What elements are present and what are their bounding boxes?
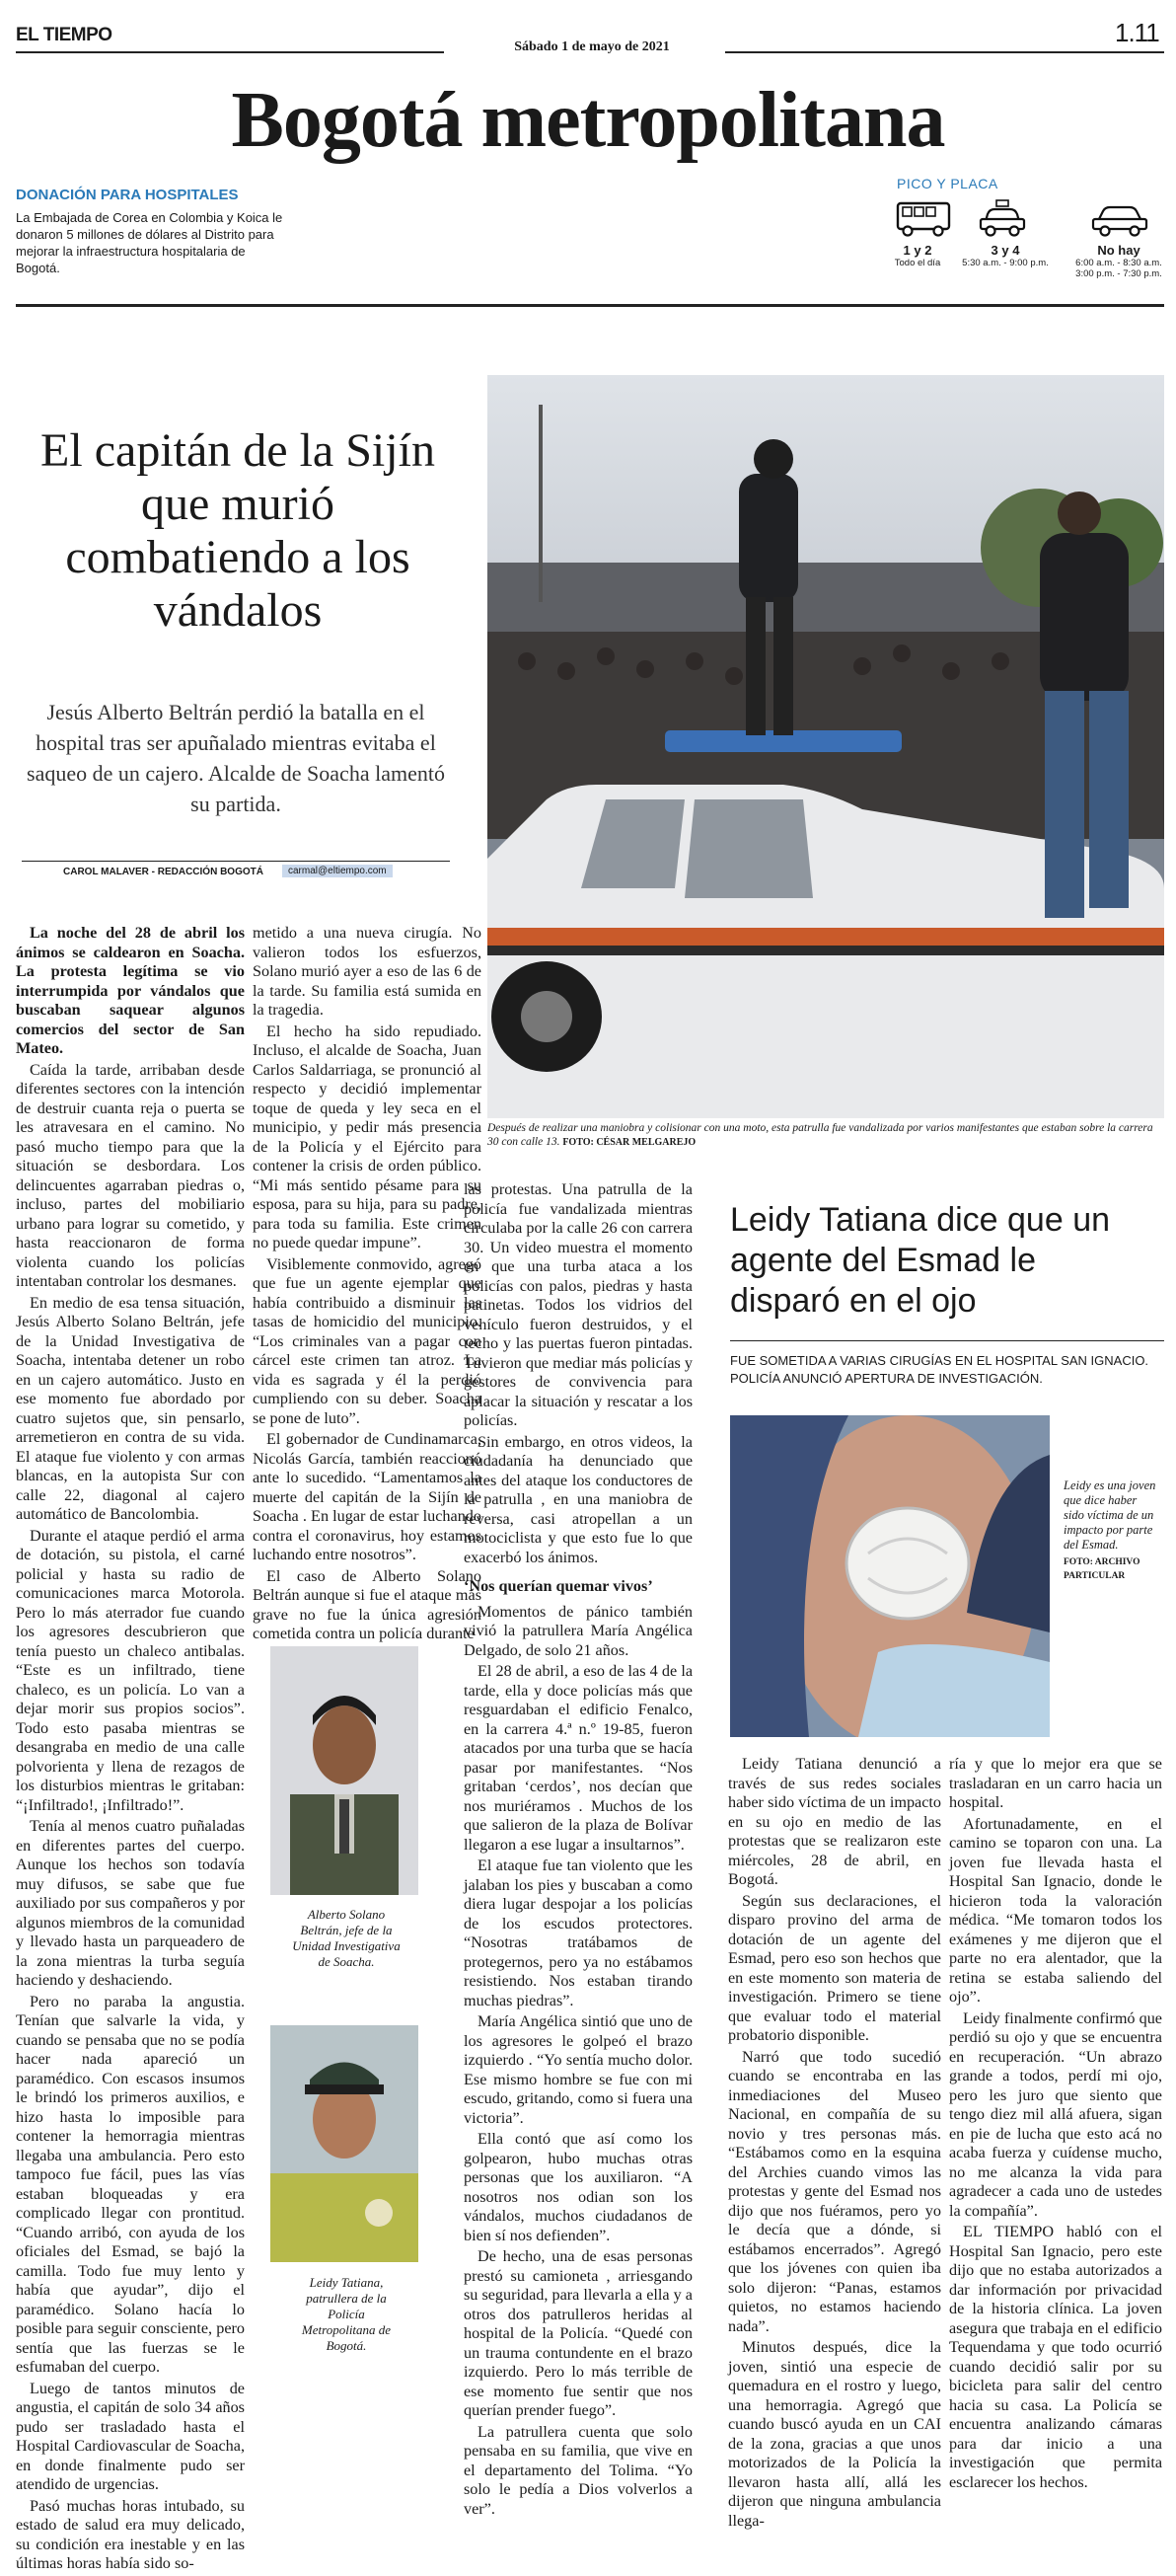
paragraph: Leidy Tatiana denunció a través de sus redes sociales haber sido víctima de un impacto en su ojo en medio de las protestas que se realizaron este miércoles, 28 de abril, en Bogotá.	[728, 1755, 941, 1888]
pico-placa-item-2	[953, 243, 1058, 268]
paragraph: Narró que todo sucedió cuando se encontraba en las inmediaciones del Museo Nacional, en compañía de su novio y tres personas más. “Estábamos como en la esquina del Archies cuando vimos las protestas y gente del Esmad nos dijo que nos fuéramos, pero yo le decía que a dónde, si estábamos encerrados”. Agregó que los jóvenes con quien iba solo dijeron: “Panas, estamos quietos, no estamos haciendo nada”.	[728, 2047, 941, 2335]
sidebar-deck: FUE SOMETIDA A VARIAS CIRUGÍAS EN EL HOSPITAL SAN IGNACIO. POLICÍA ANUNCIÓ APERTURA DE INVESTIGACIÓN.	[730, 1353, 1149, 1386]
article-column-2	[253, 924, 481, 1646]
sidebar-column-2	[949, 1755, 1162, 2494]
main-photo-credit: FOTO: CÉSAR MELGAREJO	[562, 1137, 697, 1148]
pico-placa-item-1	[888, 243, 947, 268]
main-photo-svg	[487, 375, 1164, 1118]
section-title: Bogotá metropolitana	[231, 77, 945, 164]
paragraph: Afortunadamente, en el camino se toparon con una. La joven fue llevada hasta el Hospital San Ignacio, donde le hicieron toda la valoración médica. “Me tomaron todos los exámenes y me dijeron que el parte no era alentador, que la retina se estaba saliendo del ojo”.	[949, 1814, 1162, 2006]
paragraph: Leidy finalmente confirmó que perdió su ojo y que se encuentra en recuperación. “Un abrazo grande a todos, perdí mi ojo, pero les juro que siento que tengo diez mil allá afuera, sigan en pie de lucha que esto acá no acaba fuerza y cuídense mucho, no me alcanza la vida para agradecer a cada uno de ustedes la compañía”.	[949, 2008, 1162, 2220]
main-photo	[487, 375, 1164, 1118]
paragraph: Pasó muchas horas intubado, su estado de salud era muy delicado, su condición era inestable y en las últimas horas había sido so-	[16, 2496, 245, 2572]
paragraph: Luego de tantos minutos de angustia, el capitán de solo 34 años pudo ser trasladado hasta el Hospital Cardiovascular de Soacha, en donde finalmente pudo ser atendido de urgencias.	[16, 2379, 245, 2493]
sidebar-photo-caption-text: Leidy es una joven que dice haber sido víctima de un impacto por parte del Esmad.	[1064, 1478, 1156, 1552]
paragraph: En medio de esa tensa situación, Jesús Alberto Solano Beltrán, jefe de la Unidad Investigativa de Soacha, intentaba detener un robo en un cajero automático. Justo en ese momento fue abordado por cuatro sujetos que, sin pensarlo, arremetieron en contra de su vida. El ataque fue violento y con armas blancas, en la autopista Sur con calle 22, diagonal al cajero automático de Bancolombia.	[16, 1293, 245, 1523]
sidebar-headline: Leidy Tatiana dice que un agente del Esmad le disparó en el ojo	[730, 1201, 1111, 1320]
article-column-1	[16, 924, 245, 2576]
pico-placa-label: PICO Y PLACA	[897, 176, 998, 191]
paragraph: Momentos de pánico también vivió la patrullera María Angélica Delgado, de solo 21 años.	[464, 1602, 693, 1659]
header-rule-left	[16, 51, 444, 53]
paragraph: Minutos después, dice la joven, sintió una especie de quemadura en el rostro y luego, una hemorragia. Agregó que cuando buscó ayuda en un CAI de la zona, gracias a que unos motorizados de la Policía la llevaron hasta allí, allá les dijeron que ninguna ambulancia llega-	[728, 2338, 941, 2530]
paragraph: El 28 de abril, a eso de las 4 de la tarde, ella y doce policías más que resguardaban el edificio Fenalco, en la carrera 4.ª n.º 19-85, fueron atacados por una turba que se hacía pasar por manifestantes. “Nos gritaban ‘cerdos’, nos decían que nos muriéramos . Muchos de los que salieron de la plaza de Bolívar llegaron a ese lugar a insultarnos”.	[464, 1662, 693, 1854]
main-photo-caption	[487, 1121, 1164, 1150]
page-number: 1.11	[1115, 18, 1159, 47]
paragraph: De hecho, una de esas personas prestó su camioneta , arriesgando su seguridad, para llevarla a ella y a otros dos patrulleros heridas al hospital de la Policía. “Quedé con un trauma contundente en el brazo izquierdo. Pero lo más terrible de ese momento fue sentir que nos querían prender fuego”.	[464, 2247, 693, 2419]
byline: CAROL MALAVER - REDACCIÓN BOGOTÁ	[63, 867, 263, 877]
car-icon	[1093, 207, 1146, 236]
sidebar-column-1	[728, 1755, 941, 2533]
portrait-alberto-svg	[270, 1646, 418, 1895]
pico-placa-time: Todo el día	[894, 258, 941, 268]
pico-placa-plates: No hay	[1097, 243, 1140, 258]
portrait-leidy-tatiana	[270, 2025, 418, 2262]
paragraph: Durante el ataque perdió el arma de dotación, su pistola, el carné policial y hasta su radio de comunicaciones marca Motorola. Pero lo más aterrador fue cuando los agresores descubrieron que tenía puesto un chaleco antibalas. “Este es un infiltrado, tiene chaleco, es un policía. Lo van a dejar morir sus propios socios”. Todo esto pasaba mientras se desangraba en medio de una calle polvorienta y llena de rezagos de los disturbios mientras le gritaban: “¡Infiltrado!, ¡Infiltrado!”.	[16, 1526, 245, 1814]
paragraph: El ataque fue tan violento que les jalaban los pies y buscaban a como diera lugar despojar a los policías de los escudos protectores. “Nosotras tratábamos de protegernos, pero ya no estábamos resistiendo. Nos estaban tirando muchas piedras”.	[464, 1856, 693, 2009]
paragraph: La noche del 28 de abril los ánimos se caldearon en Soacha. La protesta legítima se vio interrumpida por vándalos que buscaban saquear algunos comercios del sector de San Mateo.	[16, 924, 245, 1057]
taxi-icon	[981, 200, 1024, 236]
article-column-3	[464, 1180, 693, 2521]
paragraph: El caso de Alberto Solano Beltrán aunque si fue el ataque más grave no fue la única agresión cometida contra un policía durante	[253, 1566, 481, 1642]
paragraph: Sin embargo, en otros videos, la ciudadanía ha denunciado que antes del ataque los conductores de la patrulla , en una maniobra de reversa, casi atropellan a un motociclista y que esto fue lo que exacerbó los ánimos.	[464, 1432, 693, 1566]
portrait-leidy-svg	[270, 2025, 418, 2262]
header-rule-right	[725, 51, 1164, 53]
paragraph: La patrullera cuenta que solo pensaba en su familia, que vive en el departamento del Tolima. “Yo solo le pedía a Dios volverlos a ver”.	[464, 2422, 693, 2518]
paragraph: Caída la tarde, arribaban desde diferentes sectores con la intención de destruir cuanta reja o puerta se les atravesara en el camino. No pasó mucho tiempo para que la situación se desbordara. Los delincuentes agarraban piedras o, incluso, partes del mobiliario urbano para lograr su cometido, y hasta reaccionaron de forma violenta cuando los policías intentaban controlar los desmanes.	[16, 1060, 245, 1290]
pico-placa-icons	[893, 197, 1169, 243]
pico-placa-plates: 1 y 2	[903, 243, 932, 258]
sidebar-photo	[730, 1415, 1050, 1737]
sidebar-photo-caption	[1064, 1478, 1158, 1583]
paragraph: El hecho ha sido repudiado. Incluso, el alcalde de Soacha, Juan Carlos Saldarriaga, se pronunció al respecto y decidió implementar toque de queda y ley seca en el municipio, y pedir más presencia de la Policía y el Ejército para contener la crisis de orden público. “Mi más sentido pésame para su esposa, para su hija, para su padre, para toda su familia. Este crimen no puede quedar impune”.	[253, 1022, 481, 1251]
paragraph: Tenía al menos cuatro puñaladas en diferentes partes del cuerpo. Aunque los hechos son todavía muy difusos, se sabe que fue auxiliado por sus compañeros y por algunos miembros de la comunidad y llevado hasta un parqueadero de la zona mientras la turba seguía haciendo y deshaciendo.	[16, 1817, 245, 1989]
paragraph: María Angélica sintió que uno de los agresores le golpeó el brazo izquierdo . “Yo sentía mucho dolor. Ese mismo hombre se fue con mi escudo, gritando, como si fuera una victoria”.	[464, 2012, 693, 2127]
brief-text: La Embajada de Corea en Colombia y Koica le donaron 5 millones de dólares al Distrito para mejorar la infraestructura hospitalaria de Bogotá.	[16, 210, 283, 275]
paragraph: Según sus declaraciones, el disparo provino del arma de dotación de un agente del Esmad, pero eso son hechos que en este momento son materia de investigación. Primero se tiene que evaluar todo el material probatorio disponible.	[728, 1891, 941, 2044]
sidebar-photo-svg	[730, 1415, 1050, 1737]
portrait-leidy-caption: Leidy Tatiana, patrullera de la Policía Metropolitana de Bogotá.	[301, 2275, 392, 2353]
byline-rule	[22, 861, 450, 862]
paragraph: Ella contó que así como los golpearon, hubo muchas otras personas que los auxiliaron. “A nosotros nos odian son los vándalos, muchos ciudadanos de bien sí nos defienden”.	[464, 2130, 693, 2244]
bus-icon	[898, 203, 949, 236]
brand-logo: EL TIEMPO	[16, 25, 112, 45]
paragraph: ría y que lo mejor era que se trasladaran en un carro hacia un hospital.	[949, 1755, 1162, 1811]
paragraph: El gobernador de Cundinamarca, Nicolás García, también reaccionó ante lo sucedido. “Lamentamos la muerte del capitán de la Sijín de Soacha . En lugar de estar luchando contra el coronavirus, hoy estamos luchando entre nosotros”.	[253, 1430, 481, 1563]
pico-placa-time: 5:30 a.m. - 9:00 p.m.	[962, 258, 1049, 268]
article-headline: El capitán de la Sijín que murió combatiendo a los vándalos	[40, 424, 435, 637]
pico-placa-time: 6:00 a.m. - 8:30 a.m. 3:00 p.m. - 7:30 p.m.	[1075, 258, 1162, 279]
paragraph: Visiblemente conmovido, agregó que fue un agente ejemplar que había contribuido a disminuir las tasas de homicidio del municipio. “Los criminales van a pagar con cárcel este crimen tan atroz. La vida es sagrada y él la perdió cumpliendo con su deber. Soacha se pone de luto”.	[253, 1254, 481, 1427]
portrait-alberto-caption: Alberto Solano Beltrán, jefe de la Unidad Investigativa de Soacha.	[292, 1907, 401, 1969]
article-deck: Jesús Alberto Beltrán perdió la batalla en el hospital tras ser apuñalado mientras evitaba el saqueo de un cajero. Alcalde de Soacha lamentó su partida.	[27, 700, 445, 816]
portrait-alberto	[270, 1646, 418, 1895]
paragraph: Pero no paraba la angustia. Tenían que salvarle la vida, y cuando se pensaba que no se podía hacer nada apareció un paramédico. Con escasos insumos le brindó los primeros auxilios, e hizo hasta lo imposible para contener la hemorragia mientras llegaba una ambulancia. Pero esto tampoco fue fácil, pues las vías estaban bloqueadas y era complicado llegar con prontitud. “Cuando arribó, con ayuda de los oficiales del Esmad, se bajó la camilla. Todo fue muy lento y había que ayudar”, dijo el paramédico. Solano hacía lo posible para seguir consciente, pero sentía que las fuerzas se le esfumaban del cuerpo.	[16, 1992, 245, 2376]
subheading: ‘Nos querían quemar vivos’	[464, 1577, 653, 1595]
top-section-rule	[16, 304, 1164, 307]
pico-placa-item-3	[1066, 243, 1172, 279]
paragraph: EL TIEMPO habló con el Hospital San Ignacio, pero este dijo que no estaba autorizados a dar información por privacidad de la historia clínica. La joven asegura que trabaja en el edificio Tequendama y que todo ocurrió cuando decidió salir por su bicicleta para salir del centro hacia su casa. La Policía se encuentra analizando cámaras para dar inicio a una investigación que permita esclarecer los hechos.	[949, 2223, 1162, 2491]
pico-placa-svg	[893, 197, 1169, 243]
paragraph: las protestas. Una patrulla de la policía fue vandalizada mientras circulaba por la calle 26 con carrera 30. Un video muestra el momento en que una turba ataca a los policías con palos, piedras y hasta patinetas. Todos los vidrios del vehículo fueron destruidos, y el techo y las puertas fueron pintadas. Tuvieron que mediar más policías y gestores de convivencia para aplacar la situación y rescatar a los policías.	[464, 1180, 693, 1429]
paragraph: metido a una nueva cirugía. No valieron todos los esfuerzos, Solano murió ayer a eso de las 6 de la tarde. Su familia está sumida en la tragedia.	[253, 924, 481, 1019]
pico-placa-plates: 3 y 4	[991, 243, 1020, 258]
brief-label: DONACIÓN PARA HOSPITALES	[16, 187, 239, 203]
byline-email: carmal@eltiempo.com	[282, 865, 393, 877]
main-photo-caption-text: Después de realizar una maniobra y colisionar con una moto, esta patrulla fue vandalizada por varios manifestantes que estaban sobre la carrera 30 con calle 13.	[487, 1122, 1153, 1148]
sidebar-photo-credit: FOTO: ARCHIVO PARTICULAR	[1064, 1557, 1140, 1581]
header-date: Sábado 1 de mayo de 2021	[514, 39, 670, 54]
sidebar-deck-rule	[730, 1340, 1164, 1341]
